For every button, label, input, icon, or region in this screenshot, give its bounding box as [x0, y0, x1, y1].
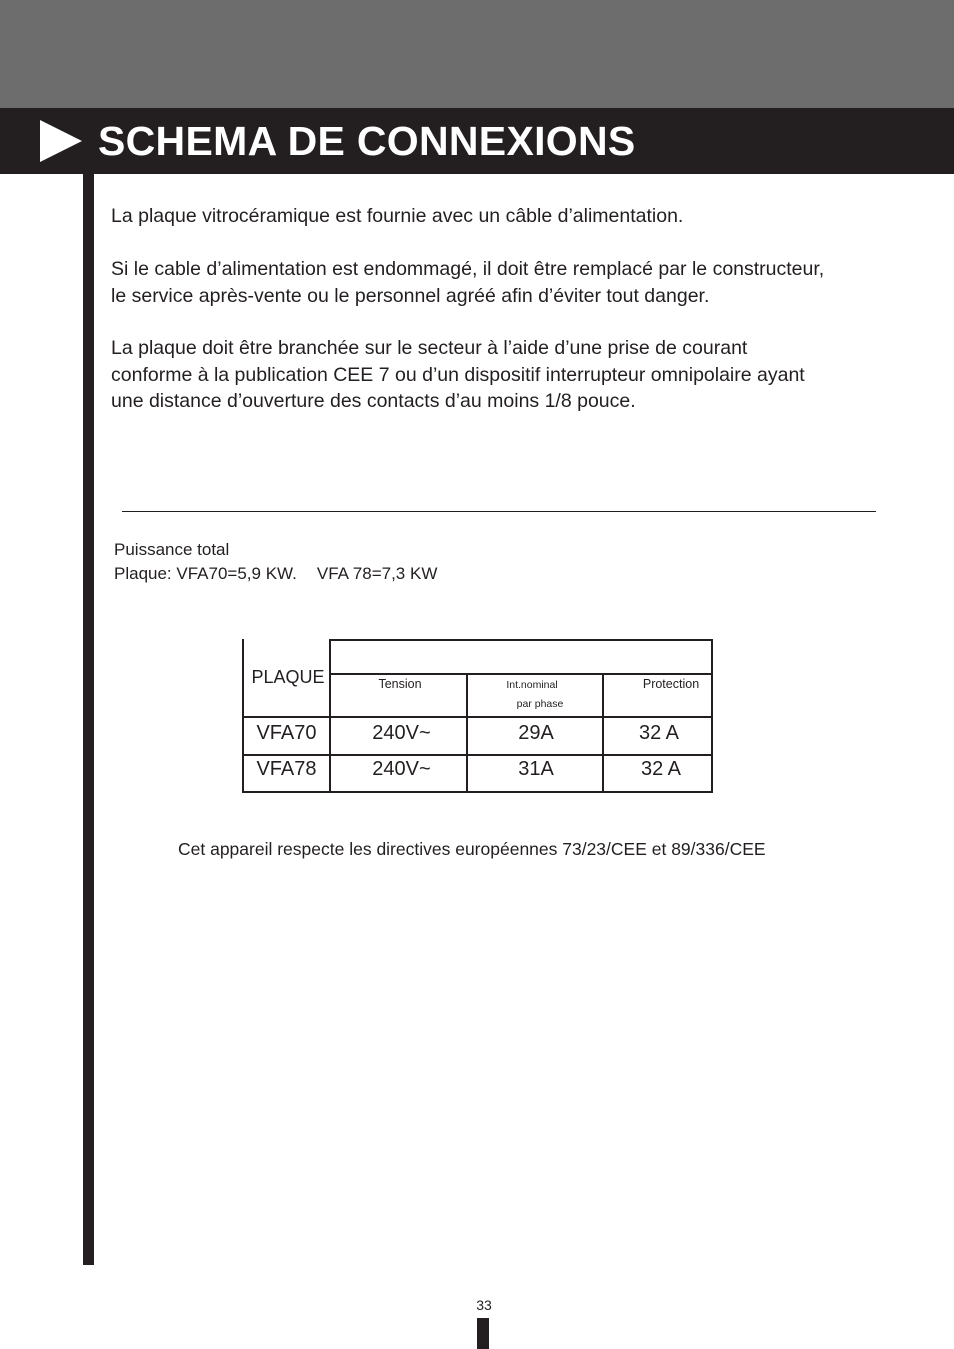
header-protection: Protection — [642, 677, 700, 691]
row-2-protection: 32 A — [640, 758, 682, 780]
page-number: 33 — [476, 1297, 492, 1313]
power-info — [114, 538, 437, 586]
header-tension: Tension — [378, 677, 422, 691]
page-marker — [477, 1318, 489, 1349]
row-1-tension: 240V~ — [372, 722, 431, 744]
header-plaque: PLAQUE — [251, 667, 325, 687]
specs-table — [242, 639, 713, 794]
intro-paragraph-2 — [111, 256, 901, 309]
title-bar — [0, 108, 954, 174]
power-values — [114, 562, 437, 586]
intro-paragraph-1 — [111, 203, 901, 230]
row-2-current: 31A — [518, 758, 554, 780]
power-vfa70: Plaque: VFA70=5,9 KW. — [114, 564, 297, 583]
directive-note: Cet appareil respecte les directives européennes 73/23/CEE et 89/336/CEE — [178, 839, 766, 859]
row-1-model: VFA70 — [256, 722, 317, 744]
triangle-arrow-icon — [40, 120, 82, 162]
header-int-line-1: Int.nominal — [506, 679, 558, 691]
intro-p3-line-3: une distance d’ouverture des contacts d’au moins 1/8 pouce. — [111, 390, 636, 412]
row-2-model: VFA78 — [256, 758, 317, 780]
section-divider — [122, 511, 876, 512]
intro-p3-line-1: La plaque doit être branchée sur le secteur à l’aide d’une prise de courant — [111, 337, 748, 359]
header-int-line-2: par phase — [516, 698, 564, 710]
left-margin-rule — [83, 174, 94, 1265]
power-vfa78: VFA 78=7,3 KW — [316, 564, 438, 583]
intro-p2-line-2: le service après-vente ou le personnel agréé afin d’éviter tout danger. — [111, 284, 710, 307]
page-title: SCHEMA DE CONNEXIONS — [98, 118, 636, 164]
row-1-current: 29A — [518, 722, 554, 744]
power-label: Puissance total — [114, 540, 230, 559]
row-2-tension: 240V~ — [372, 758, 431, 780]
header-int-nominal — [468, 676, 608, 714]
intro-p1-line: La plaque vitrocéramique est fournie avec un câble d’alimentation. — [111, 205, 684, 227]
intro-paragraph-3 — [111, 335, 901, 415]
intro-p3-line-2: conforme à la publication CEE 7 ou d’un dispositif interrupteur omnipolaire ayant — [111, 363, 805, 386]
row-1-protection: 32 A — [638, 722, 680, 744]
top-band — [0, 0, 954, 108]
intro-p2-line-1: Si le cable d’alimentation est endommagé, il doit être remplacé par le constructeur, — [111, 258, 825, 280]
